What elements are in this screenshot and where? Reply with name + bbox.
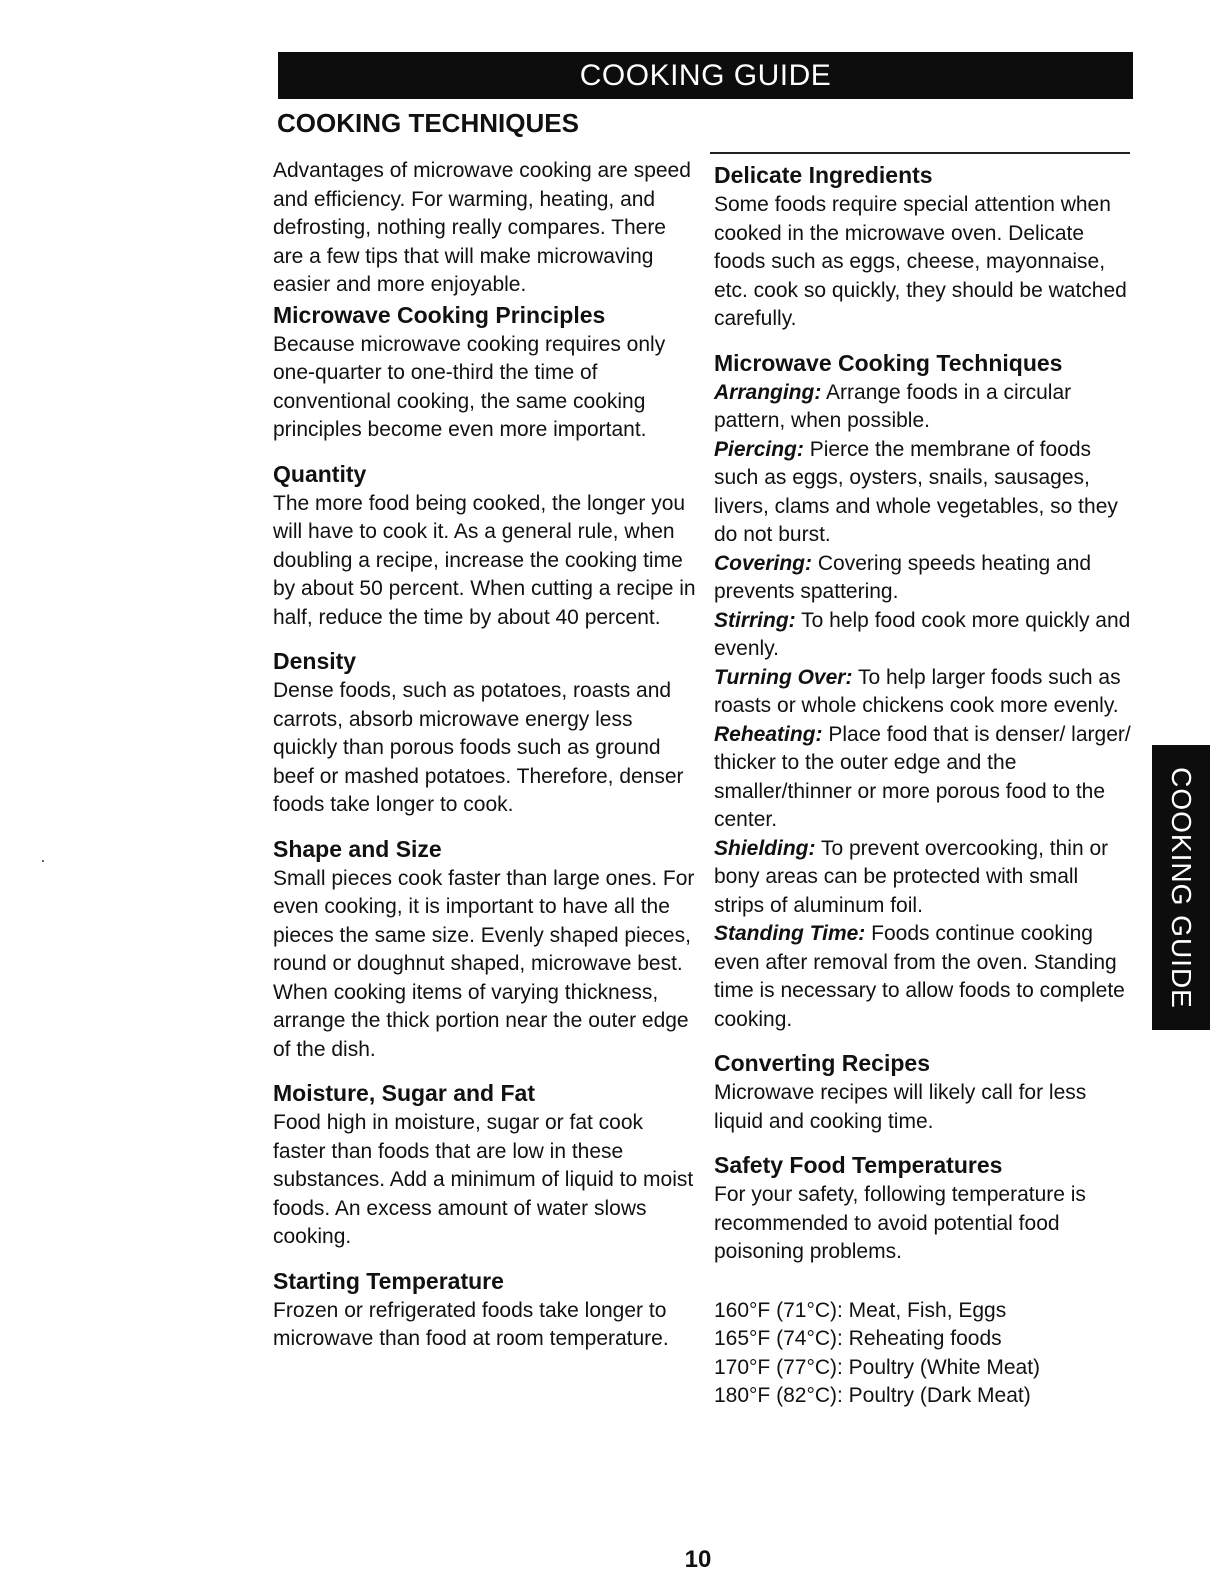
techniques-block [714, 348, 1134, 1035]
delicate-heading: Delicate Ingredients [714, 162, 933, 188]
technique-text: Covering speeds heating and prevents spattering. [714, 551, 1092, 603]
starting-temp-text: Frozen or refrigerated foods take longer to microwave than food at room temperature. [273, 1298, 669, 1350]
technique-term: Reheating: [714, 722, 823, 746]
technique-text: To help larger foods such as roasts or whole chickens cook more evenly. [714, 665, 1121, 717]
technique-text: Pierce the membrane of foods such as eggs, oysters, snails, sausages, livers, clams and whole vegetables, so they do not burst. [714, 437, 1118, 546]
technique-item [714, 607, 1134, 664]
technique-item [714, 550, 1134, 607]
technique-term: Standing Time: [714, 922, 866, 945]
moisture-heading: Moisture, Sugar and Fat [273, 1080, 535, 1106]
technique-term: Turning Over: [714, 665, 853, 689]
page-banner: COOKING GUIDE [278, 52, 1133, 99]
technique-term: Shielding: [714, 836, 816, 860]
technique-term: Arranging: [714, 380, 822, 404]
technique-text: Foods continue cooking even after removal from the oven. Standing time is necessary to allow foods to complete cooking. [714, 922, 1125, 1031]
density-text: Dense foods, such as potatoes, roasts and carrots, absorb microwave energy less quickly than porous foods such as ground beef or mashed potatoes. Therefore, denser foods take longer to cook. [273, 679, 684, 816]
side-tab [1152, 745, 1210, 1030]
converting-text: Microwave recipes will likely call for less liquid and cooking time. [714, 1081, 1087, 1133]
side-tab-label: COOKING GUIDE [1166, 766, 1198, 1009]
shape-size-heading: Shape and Size [273, 835, 442, 862]
converting-block [714, 1048, 1134, 1136]
left-column [273, 157, 698, 1368]
technique-item [714, 721, 1134, 835]
safety-heading: Safety Food Temperatures [714, 1152, 1003, 1178]
technique-text: Place food that is denser/ larger/ thicker to the outer edge and the smaller/thinner or more porous food to the center. [714, 722, 1131, 831]
technique-item [714, 379, 1134, 436]
temperature-item: 165°F (74°C): Reheating foods [714, 1327, 1002, 1350]
starting-temp-block [273, 1266, 698, 1354]
temperature-item: 170°F (77°C): Poultry (White Meat) [714, 1355, 1041, 1379]
converting-heading: Converting Recipes [714, 1050, 930, 1076]
temperature-item: 180°F (82°C): Poultry (Dark Meat) [714, 1384, 1031, 1407]
techniques-heading: Microwave Cooking Techniques [714, 349, 1063, 376]
temperature-list [714, 1297, 1134, 1411]
technique-text: To prevent overcooking, thin or bony areas can be protected with small strips of aluminum foil. [714, 836, 1109, 917]
divider-rule [710, 152, 1130, 154]
moisture-block [273, 1078, 698, 1252]
quantity-heading: Quantity [273, 460, 367, 487]
principles-block [273, 300, 698, 445]
technique-item [714, 835, 1134, 921]
density-heading: Density [273, 648, 357, 674]
shape-size-block [273, 834, 698, 1065]
technique-item [714, 920, 1134, 1034]
delicate-text: Some foods require special attention when cooked in the microwave oven. Delicate foods such as eggs, cheese, mayonnaise, etc. cook so quickly, they should be watched carefully. [714, 193, 1127, 330]
technique-term: Covering: [714, 551, 813, 575]
starting-temp-heading: Starting Temperature [273, 1267, 504, 1294]
quantity-text: The more food being cooked, the longer you will have to cook it. As a general rule, when doubling a recipe, increase the cooking time by about 50 percent. When cutting a recipe in half, reduce the time by about 40 percent. [273, 491, 696, 629]
safety-block [714, 1150, 1134, 1411]
delicate-block [714, 160, 1134, 334]
intro-paragraph: Advantages of microwave cooking are speed and efficiency. For warming, heating, and defrosting, nothing really compares. There are a few tips that will make microwaving easier and more enjoyable. [273, 159, 691, 296]
density-block [273, 646, 698, 820]
technique-item [714, 664, 1134, 721]
temperature-item: 160°F (71°C): Meat, Fish, Eggs [714, 1298, 1007, 1322]
technique-term: Stirring: [714, 608, 796, 632]
technique-term: Piercing: [714, 437, 804, 461]
page-number: 10 [684, 1546, 712, 1573]
scan-speck [42, 860, 44, 862]
technique-item [714, 436, 1134, 550]
quantity-block [273, 459, 698, 633]
principles-heading: Microwave Cooking Principles [273, 301, 606, 328]
shape-size-text: Small pieces cook faster than large ones. For even cooking, it is important to have all the pieces the same size. Evenly shaped pieces, round or doughnut shaped, microwave best. When cooking items of varying thickness, arrange the thick portion near the outer edge of the dish. [273, 866, 695, 1061]
moisture-text: Food high in moisture, sugar or fat cook faster than foods that are low in these substances. Add a minimum of liquid to moist foods. An excess amount of water slows cooking. [273, 1111, 694, 1248]
right-column [714, 160, 1134, 1425]
technique-text: Arrange foods in a circular pattern, when possible. [714, 380, 1072, 432]
section-title: COOKING TECHNIQUES [277, 108, 579, 138]
safety-text: For your safety, following temperature is recommended to avoid potential food poisoning problems. [714, 1183, 1086, 1263]
principles-text: Because microwave cooking requires only one-quarter to one-third the time of conventional cooking, the same cooking principles become even more important. [273, 332, 666, 441]
technique-text: To help food cook more quickly and evenly. [714, 608, 1131, 660]
